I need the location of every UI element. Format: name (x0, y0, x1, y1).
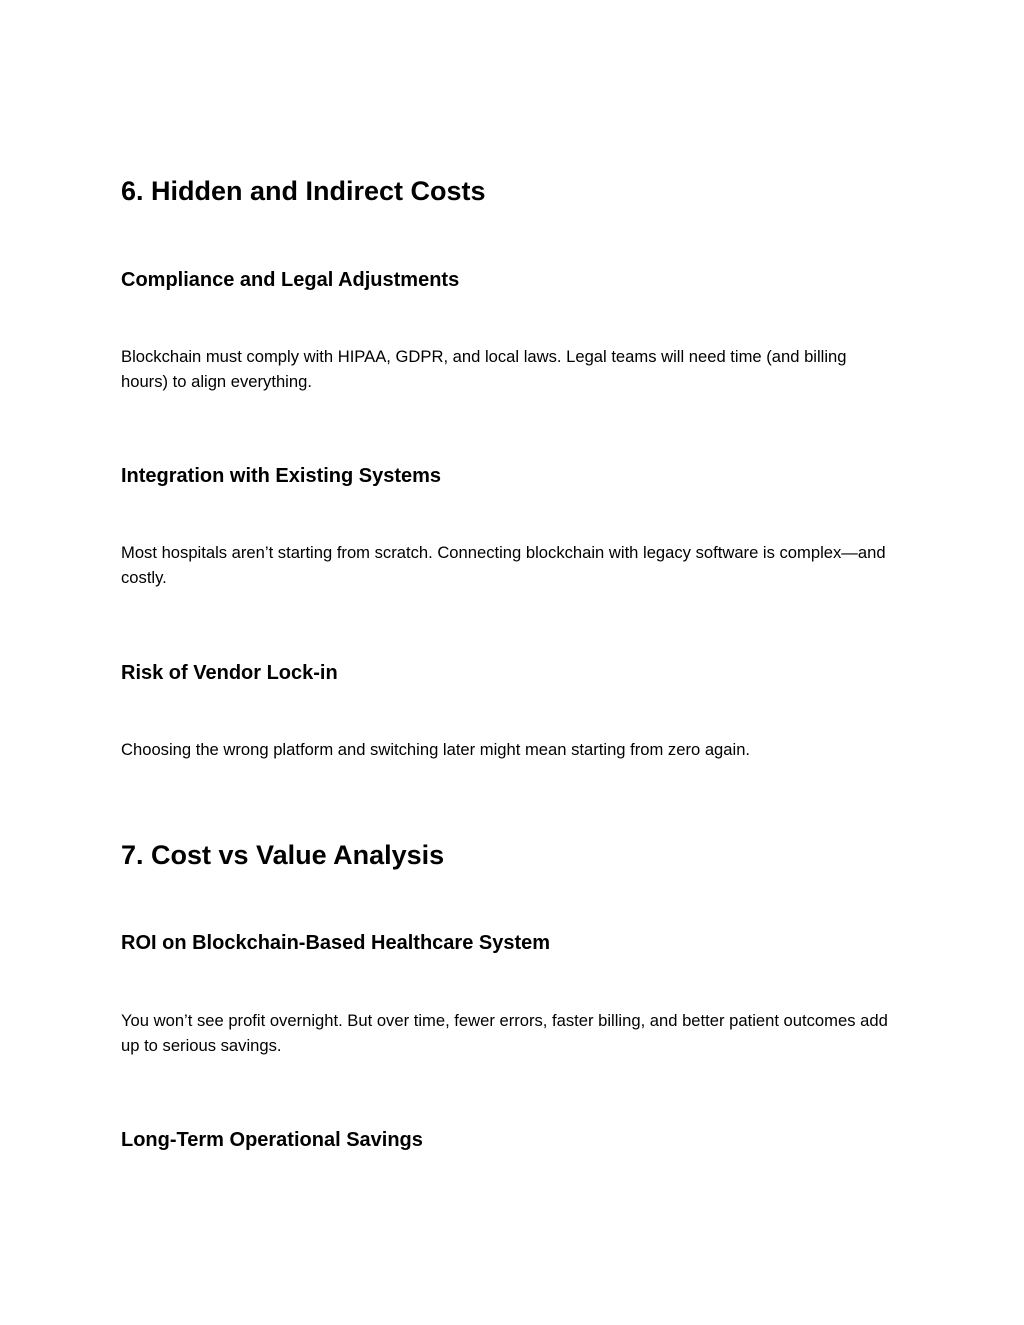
paragraph-roi: You won’t see profit overnight. But over time, fewer errors, faster billing, and better patient outcomes add up to serious savings. (121, 1011, 888, 1055)
paragraph-integration: Most hospitals aren’t starting from scratch. Connecting blockchain with legacy software is complex—and costly. (121, 543, 886, 587)
subsection-heading-vendor-lock-in: Risk of Vendor Lock-in (121, 662, 338, 684)
paragraph-compliance: Blockchain must comply with HIPAA, GDPR, and local laws. Legal teams will need time (and billing hours) to align everything. (121, 347, 847, 391)
subsection-heading-compliance: Compliance and Legal Adjustments (121, 269, 460, 291)
section-heading-cost-vs-value: 7. Cost vs Value Analysis (121, 840, 445, 870)
section-heading-hidden-costs: 6. Hidden and Indirect Costs (121, 176, 486, 206)
subsection-heading-long-term-savings: Long-Term Operational Savings (121, 1129, 423, 1151)
subsection-heading-integration: Integration with Existing Systems (121, 465, 442, 487)
subsection-heading-roi: ROI on Blockchain-Based Healthcare System (121, 932, 551, 954)
paragraph-vendor-lock-in: Choosing the wrong platform and switching later might mean starting from zero again. (121, 740, 751, 759)
